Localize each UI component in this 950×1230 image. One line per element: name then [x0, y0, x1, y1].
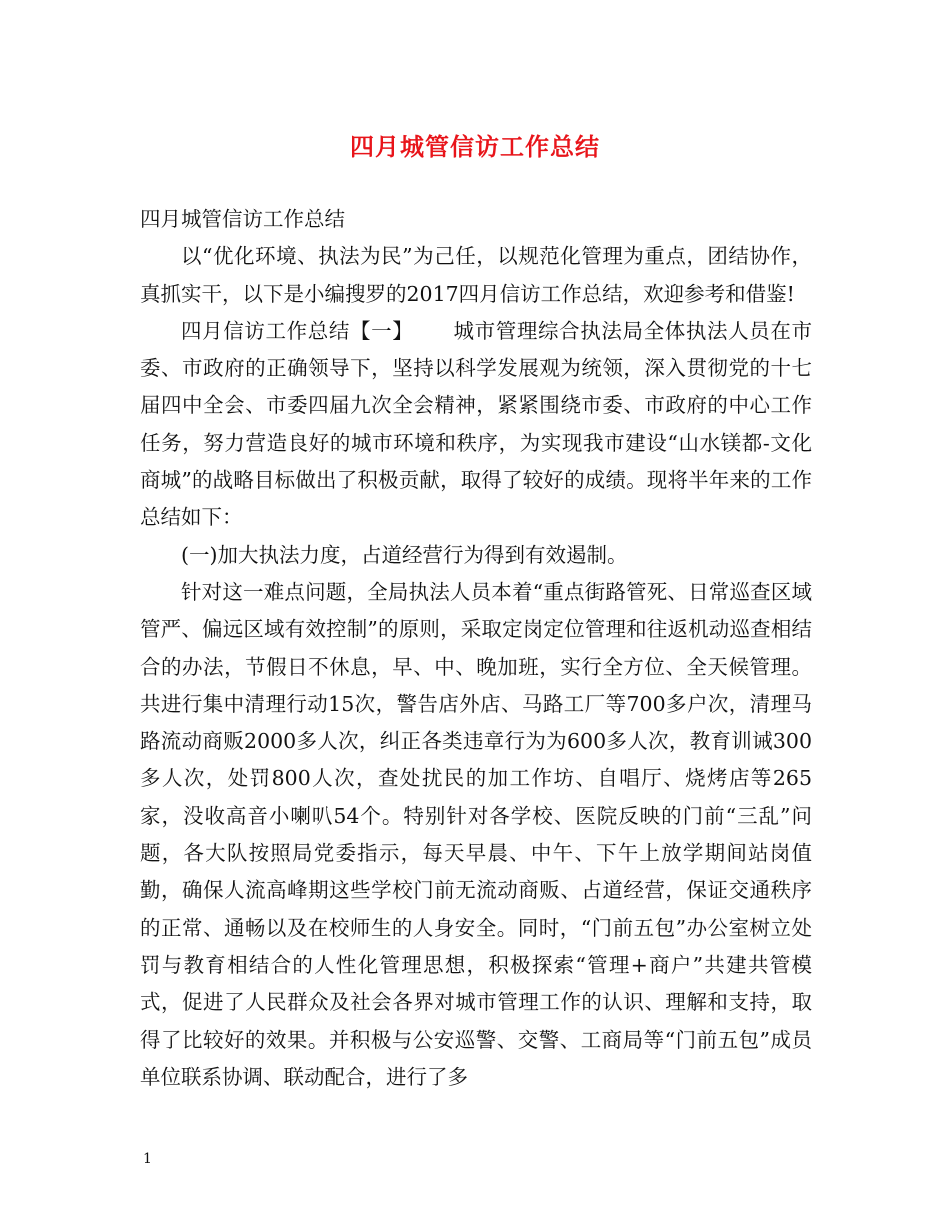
heading-line: 四月城管信访工作总结 [140, 207, 345, 231]
section-1-paragraph [140, 313, 812, 537]
document-body [140, 201, 812, 1096]
page-number: 1 [143, 1151, 152, 1167]
section-1-body: 城市管理综合执法局全体执法人员在市委、市政府的正确领导下，坚持以科学发展观为统领，深入贯彻党的十七届四中全会、市委四届九次全会精神，紧紧围绕市委、市政府的中心工作任务，努力营造良好的城市环境和秩序，为实现我市建设“山水镁都-文化商城”的战略目标做出了积极贡献，取得了较好的成绩。现将半年来的工作总结如下： [140, 318, 813, 530]
body-paragraph-1: 针对这一难点问题，全局执法人员本着“重点街路管死、日常巡查区域管严、偏远区域有效控制”的原则，采取定岗定位管理和往返机动巡查相结合的办法，节假日不休息，早、中、晚加班，实行全方位、全天候管理。共进行集中清理行动15次，警告店外店、马路工厂等700多户次，清理马路流动商贩2000多人次，纠正各类违章行为为600多人次，教育训诫300多人次，处罚800人次，查处扰民的加工作坊、自唱厅、烧烤店等265家，没收高音小喇叭54个。特别针对各学校、医院反映的门前“三乱”问题，各大队按照局党委指示，每天早晨、中午、下午上放学期间站岗值勤，确保人流高峰期这些学校门前无流动商贩、占道经营，保证交通秩序的正常、通畅以及在校师生的人身安全。同时，“门前五包”办公室树立处罚与教育相结合的人性化管理思想，积极探索“管理+商户”共建共管模式，促进了人民群众及社会各界对城市管理工作的认识、理解和支持，取得了比较好的效果。并积极与公安巡警、交警、工商局等“门前五包”成员单位联系协调、联动配合，进行了多 [140, 579, 812, 1089]
intro-paragraph: 以“优化环境、执法为民”为己任，以规范化管理为重点，团结协作，真抓实干，以下是小编搜罗的2017四月信访工作总结，欢迎参考和借鉴! [140, 244, 812, 306]
document-title: 四月城管信访工作总结 [350, 132, 600, 161]
subheading-1: (一)加大执法力度，占道经营行为得到有效遏制。 [181, 542, 628, 567]
section-1-label: 四月信访工作总结【一】 [181, 318, 414, 343]
